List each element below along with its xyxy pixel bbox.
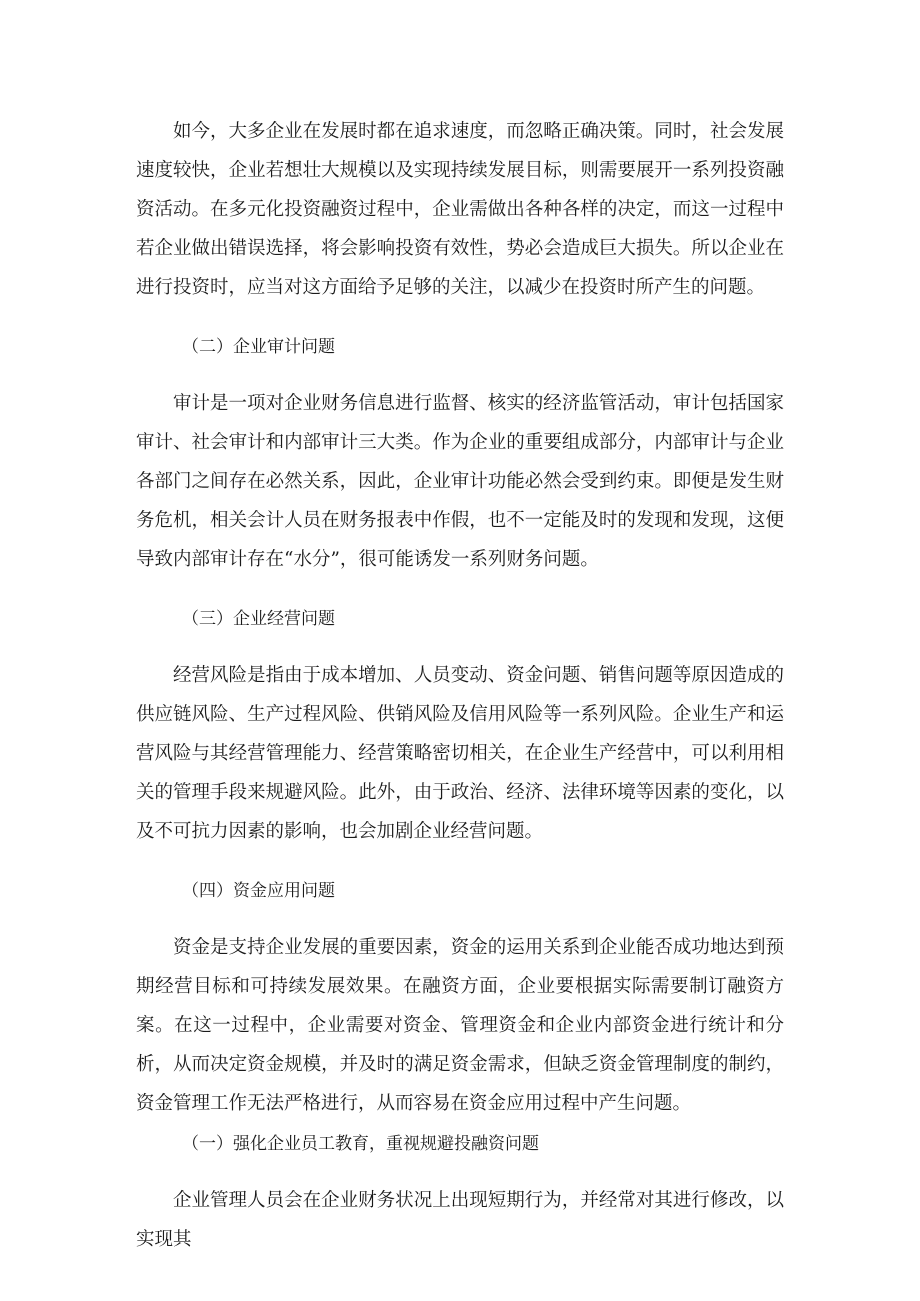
paragraph-investment: 如今，大多企业在发展时都在追求速度，而忽略正确决策。同时，社会发展速度较快，企业若想壮大规模以及实现持续发展目标，则需要展开一系列投资融资活动。在多元化投资融资过程中，企业需做出各种各样的决定，而这一过程中若企业做出错误选择，将会影响投资有效性，势必会造成巨大损失。所以企业在进行投资时，应当对这方面给予足够的关注，以减少在投资时所产生的问题。 (136, 121, 784, 298)
heading-operation-issues: （三）企业经营问题 (182, 609, 335, 629)
heading-audit-issues: （二）企业审计问题 (182, 337, 335, 357)
paragraph-audit: 审计是一项对企业财务信息进行监督、核实的经济监管活动，审计包括国家审计、社会审计和内部审计三大类。作为企业的重要组成部分，内部审计与企业各部门之间存在必然关系，因此，企业审计功能必然会受到约束。即便是发生财务危机，相关会计人员在财务报表中作假，也不一定能及时的发现和发现，这便导致内部审计存在“水分”，很可能诱发一系列财务问题。 (136, 393, 784, 570)
heading-capital-issues: （四）资金应用问题 (182, 881, 335, 901)
paragraph-management: 企业管理人员会在企业财务状况上出现短期行为，并经常对其进行修改，以实现其 (136, 1190, 784, 1250)
paragraph-operation: 经营风险是指由于成本增加、人员变动、资金问题、销售问题等原因造成的供应链风险、生产过程风险、供销风险及信用风险等一系列风险。企业生产和运营风险与其经营管理能力、经营策略密切相关，在企业生产经营中，可以利用相关的管理手段来规避风险。此外，由于政治、经济、法律环境等因素的变化，以及不可抗力因素的影响，也会加剧企业经营问题。 (136, 665, 784, 842)
heading-employee-education: （一）强化企业员工教育，重视规避投融资问题 (182, 1134, 539, 1154)
document-body (136, 112, 784, 1259)
paragraph-capital: 资金是支持企业发展的重要因素，资金的运用关系到企业能否成功地达到预期经营目标和可持续发展效果。在融资方面，企业要根据实际需要制订融资方案。在这一过程中，企业需要对资金、管理资金和企业内部资金进行统计和分析，从而决定资金规模，并及时的满足资金需求，但缺乏资金管理制度的制约，资金管理工作无法严格进行，从而容易在资金应用过程中产生问题。 (136, 937, 784, 1114)
